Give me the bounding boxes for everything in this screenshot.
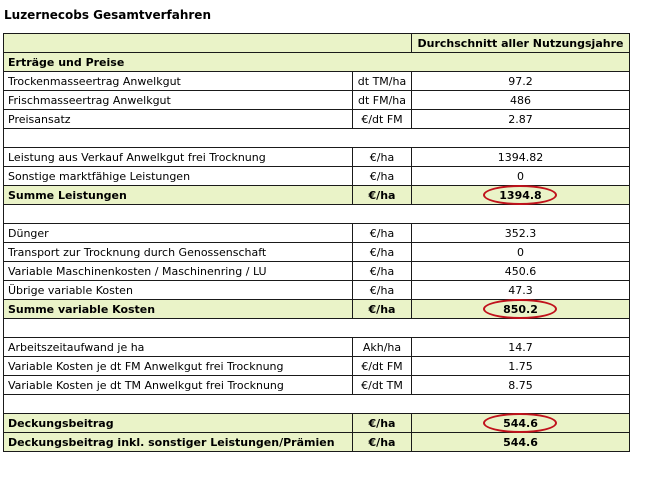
table-row bbox=[4, 338, 630, 357]
sum-row-leistungen bbox=[4, 186, 630, 205]
table-row bbox=[4, 167, 630, 186]
table-row bbox=[4, 357, 630, 376]
row-unit: €/ha bbox=[353, 414, 412, 433]
row-label: Summe Leistungen bbox=[4, 186, 353, 205]
spacer-row bbox=[4, 319, 630, 338]
spacer-row bbox=[4, 395, 630, 414]
row-unit: €/ha bbox=[353, 167, 412, 186]
row-unit: €/ha bbox=[353, 243, 412, 262]
row-label: Deckungsbeitrag inkl. sonstiger Leistungen/Prämien bbox=[4, 433, 353, 452]
section-title: Erträge und Preise bbox=[4, 53, 630, 72]
section-row-ertraege bbox=[4, 53, 630, 72]
row-value: 0 bbox=[412, 243, 630, 262]
row-value: 486 bbox=[412, 91, 630, 110]
row-unit: €/ha bbox=[353, 281, 412, 300]
table-row bbox=[4, 376, 630, 395]
row-unit: €/ha bbox=[353, 148, 412, 167]
row-unit: €/ha bbox=[353, 262, 412, 281]
row-unit: Akh/ha bbox=[353, 338, 412, 357]
row-unit: €/ha bbox=[353, 300, 412, 319]
highlighted-value bbox=[503, 303, 538, 316]
row-unit: €/dt FM bbox=[353, 357, 412, 376]
table-row bbox=[4, 148, 630, 167]
page-title: Luzernecobs Gesamtverfahren bbox=[4, 8, 211, 22]
row-unit: dt TM/ha bbox=[353, 72, 412, 91]
row-label: Variable Kosten je dt FM Anwelkgut frei Trocknung bbox=[4, 357, 353, 376]
highlighted-value bbox=[499, 189, 541, 202]
row-label: Preisansatz bbox=[4, 110, 353, 129]
row-value-cell bbox=[412, 300, 630, 319]
row-value-cell bbox=[412, 186, 630, 205]
gross-margin-table bbox=[3, 33, 630, 452]
row-value: 544.6 bbox=[503, 416, 538, 430]
row-label: Trockenmasseertrag Anwelkgut bbox=[4, 72, 353, 91]
row-value: 8.75 bbox=[412, 376, 630, 395]
row-label: Variable Kosten je dt TM Anwelkgut frei Trocknung bbox=[4, 376, 353, 395]
row-label: Leistung aus Verkauf Anwelkgut frei Trocknung bbox=[4, 148, 353, 167]
row-value-cell bbox=[412, 414, 630, 433]
value-column-header: Durchschnitt aller Nutzungsjahre bbox=[412, 34, 630, 53]
row-unit: €/ha bbox=[353, 224, 412, 243]
row-value: 850.2 bbox=[503, 302, 538, 316]
row-value: 450.6 bbox=[412, 262, 630, 281]
row-label: Arbeitszeitaufwand je ha bbox=[4, 338, 353, 357]
row-label: Deckungsbeitrag bbox=[4, 414, 353, 433]
table-row bbox=[4, 262, 630, 281]
row-label: Dünger bbox=[4, 224, 353, 243]
table-row bbox=[4, 224, 630, 243]
row-value: 1394.82 bbox=[412, 148, 630, 167]
table-row bbox=[4, 91, 630, 110]
row-value: 14.7 bbox=[412, 338, 630, 357]
row-label: Transport zur Trocknung durch Genossenschaft bbox=[4, 243, 353, 262]
table-row bbox=[4, 243, 630, 262]
row-value: 97.2 bbox=[412, 72, 630, 91]
row-unit: €/dt FM bbox=[353, 110, 412, 129]
row-value: 352.3 bbox=[412, 224, 630, 243]
sum-row-deckungsbeitrag-inkl bbox=[4, 433, 630, 452]
row-value: 544.6 bbox=[412, 433, 630, 452]
spacer-row bbox=[4, 205, 630, 224]
spacer-row bbox=[4, 129, 630, 148]
row-value: 1.75 bbox=[412, 357, 630, 376]
row-unit: €/dt TM bbox=[353, 376, 412, 395]
row-unit: dt FM/ha bbox=[353, 91, 412, 110]
row-label: Variable Maschinenkosten / Maschinenring / LU bbox=[4, 262, 353, 281]
highlighted-value bbox=[503, 417, 538, 430]
row-value: 47.3 bbox=[412, 281, 630, 300]
row-label: Übrige variable Kosten bbox=[4, 281, 353, 300]
table-header-row bbox=[4, 34, 630, 53]
row-value: 1394.8 bbox=[499, 188, 542, 202]
table-row bbox=[4, 281, 630, 300]
row-value: 0 bbox=[412, 167, 630, 186]
table-row bbox=[4, 110, 630, 129]
row-label: Summe variable Kosten bbox=[4, 300, 353, 319]
row-unit: €/ha bbox=[353, 186, 412, 205]
row-label: Frischmasseertrag Anwelkgut bbox=[4, 91, 353, 110]
table-row bbox=[4, 72, 630, 91]
row-unit: €/ha bbox=[353, 433, 412, 452]
sum-row-deckungsbeitrag bbox=[4, 414, 630, 433]
header-blank-cell bbox=[4, 34, 412, 53]
row-value: 2.87 bbox=[412, 110, 630, 129]
row-label: Sonstige marktfähige Leistungen bbox=[4, 167, 353, 186]
sum-row-variable-kosten bbox=[4, 300, 630, 319]
